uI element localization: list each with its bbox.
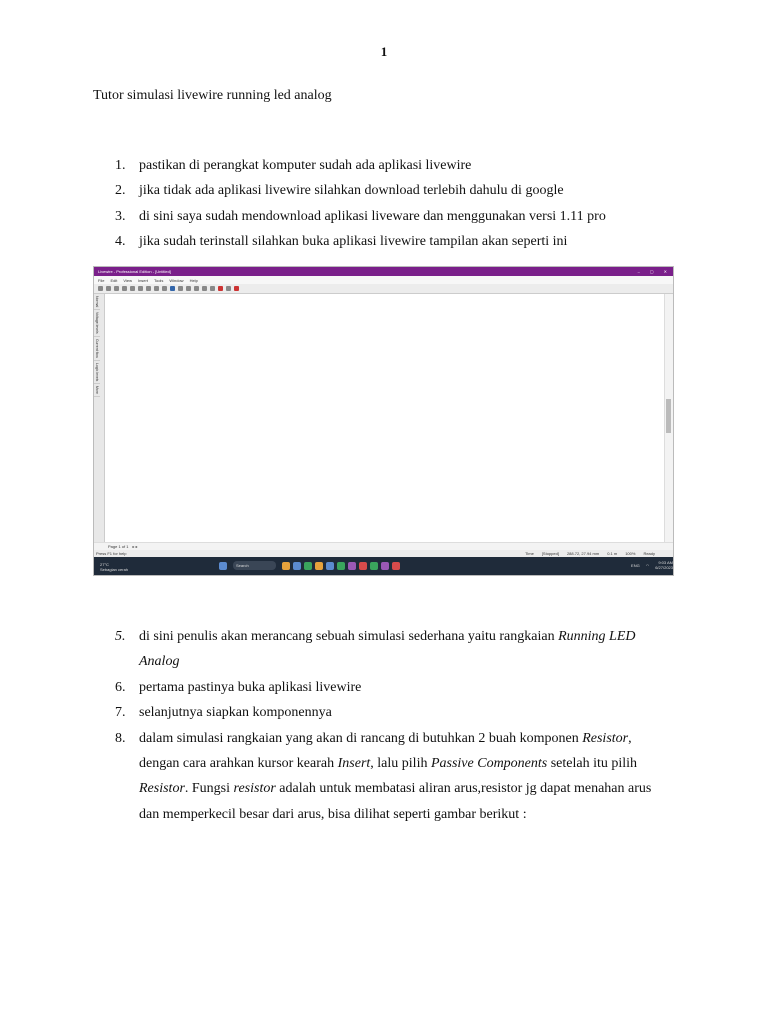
open-icon [106, 286, 111, 291]
side-tab: Voltage levels [94, 310, 100, 337]
edge-icon [326, 562, 334, 570]
paste-icon [146, 286, 151, 291]
pause-icon [178, 286, 183, 291]
graph-icon [226, 286, 231, 291]
list-text: di sini saya sudah mendownload aplikasi liveware dan menggunakan versi 1.11 pro [139, 208, 606, 224]
vscode-icon [348, 562, 356, 570]
menu-tools: Tools [153, 277, 164, 283]
hand-icon [202, 286, 207, 291]
list-emphasis: Passive Components [430, 756, 548, 772]
save-icon [114, 286, 119, 291]
undo-icon [154, 286, 159, 291]
list-number: 5. [115, 629, 126, 644]
side-tabs [94, 294, 105, 542]
taskbar-search [233, 561, 276, 570]
vertical-scrollbar [664, 294, 673, 542]
pointer-icon [194, 286, 199, 291]
page-label: Page 1 of 1 [108, 544, 129, 549]
window-title: Livewire - Professional Edition - [Untitled] [98, 269, 171, 274]
list-item [93, 153, 673, 178]
livewire-screenshot [93, 266, 674, 576]
side-tab: Logic levels [94, 361, 100, 384]
list-emphasis: resistor [233, 781, 276, 797]
status-bar [94, 550, 674, 557]
taskbar-apps [219, 561, 400, 570]
whatsapp-icon [337, 562, 345, 570]
minimize-icon: – [637, 269, 640, 274]
list-text: setelah itu pilih [547, 756, 638, 772]
copy-icon [138, 286, 143, 291]
list-number: 3. [115, 208, 126, 224]
list-number: 2. [115, 183, 126, 199]
cut-icon [130, 286, 135, 291]
list-item [93, 178, 673, 203]
app-icon [282, 562, 290, 570]
weather-temp: 27°C [100, 562, 109, 567]
menu-window: Window [169, 277, 184, 283]
list-text: di sini penulis akan merancang sebuah simulasi sederhana yaitu rangkaian [139, 629, 559, 644]
app-toolbar [94, 284, 673, 294]
list-number: 8. [115, 730, 126, 746]
wifi-icon: ◠ [645, 562, 650, 568]
list-text: , dengan cara arahkan kursor kearah [139, 730, 632, 772]
windows-taskbar [94, 557, 674, 576]
stop-icon [186, 286, 191, 291]
taskbar-clock [655, 560, 673, 570]
clock-date: 6/27/2023 [655, 565, 673, 570]
folder-icon [315, 562, 323, 570]
page-number: 1 [380, 44, 388, 59]
status-coords: 288.72, 27.94 mm [566, 551, 600, 556]
menu-view: View [123, 277, 132, 283]
list-text: pastikan di perangkat komputer sudah ada aplikasi livewire [139, 158, 472, 173]
print-icon [122, 286, 127, 291]
list-number: 7. [115, 705, 126, 721]
page-navigator [94, 542, 674, 550]
zoom-icon [210, 286, 215, 291]
menu-insert: Insert [137, 277, 148, 283]
side-tab: Current flow [94, 337, 100, 361]
list-item [93, 229, 673, 254]
weather-desc: Sebagian cerah [100, 567, 129, 572]
list-item [93, 204, 673, 229]
list-text: , lalu pilih [370, 756, 431, 772]
list-text: adalah untuk membatasi aliran arus,resistor jg dapat menahan arus dan memperkecil besar dari arus, bisa dilihat seperti gambar berikut : [139, 781, 652, 822]
list-item [93, 675, 673, 700]
list-number: 4. [115, 234, 126, 250]
list-text: jika sudah terinstall silahkan buka aplikasi livewire tampilan akan seperti ini [139, 234, 568, 250]
document-title: Tutor simulasi livewire running led analog [93, 88, 332, 103]
list-text: dalam simulasi rangkaian yang akan di rancang di butuhkan 2 buah komponen [139, 730, 583, 746]
steps-list-part2 [93, 624, 673, 827]
status-grid: 0.1 m [607, 551, 618, 556]
app-icon [359, 562, 367, 570]
livewire-icon [381, 562, 389, 570]
status-zoom: 100% [625, 551, 636, 556]
menu-file: File [98, 277, 105, 283]
close-icon: ✕ [663, 269, 667, 274]
new-icon [98, 286, 103, 291]
chrome-icon [370, 562, 378, 570]
weather-widget [100, 562, 128, 572]
list-number: 6. [115, 679, 126, 695]
list-item [93, 726, 673, 828]
status-ready: Ready [643, 551, 655, 556]
play-icon [170, 286, 175, 291]
system-tray [631, 560, 673, 570]
app-icon [304, 562, 312, 570]
menu-help: Help [189, 277, 198, 283]
delete-icon [218, 286, 223, 291]
status-time: Time [525, 551, 534, 556]
list-item [93, 700, 673, 725]
menu-edit: Edit [110, 277, 118, 283]
next-page-icon: ▸ ▸ [132, 544, 138, 549]
record-icon [234, 286, 239, 291]
status-help: Press F1 for help [96, 551, 127, 556]
app-icon [293, 562, 301, 570]
steps-list-part1 [93, 153, 673, 255]
tray-lang: ENG [631, 562, 640, 568]
circuit-canvas [105, 294, 665, 542]
search-label: Search [236, 563, 249, 568]
windows-start-icon [219, 562, 227, 570]
side-tab: More [94, 384, 100, 397]
app-menubar [94, 276, 673, 284]
maximize-icon: ▢ [649, 269, 654, 274]
list-text: . Fungsi [184, 781, 234, 797]
app-titlebar [94, 267, 673, 276]
app-icon [392, 562, 400, 570]
clock-time: 9:03 AM [658, 560, 673, 565]
list-emphasis: Resistor [139, 781, 185, 797]
list-number: 1. [115, 158, 126, 173]
list-emphasis: Running LED Analog [139, 629, 636, 670]
list-emphasis: Resistor [582, 730, 629, 746]
list-emphasis: Insert [337, 756, 371, 772]
list-item [93, 624, 673, 675]
status-state: [Stopped] [541, 551, 559, 556]
list-text: selanjutnya siapkan komponennya [139, 705, 332, 721]
redo-icon [162, 286, 167, 291]
list-text: pertama pastinya buka aplikasi livewire [139, 679, 362, 695]
side-tab: Normal [94, 294, 100, 310]
list-text: jika tidak ada aplikasi livewire silahkan download terlebih dahulu di google [139, 183, 564, 199]
scroll-thumb [666, 399, 671, 433]
